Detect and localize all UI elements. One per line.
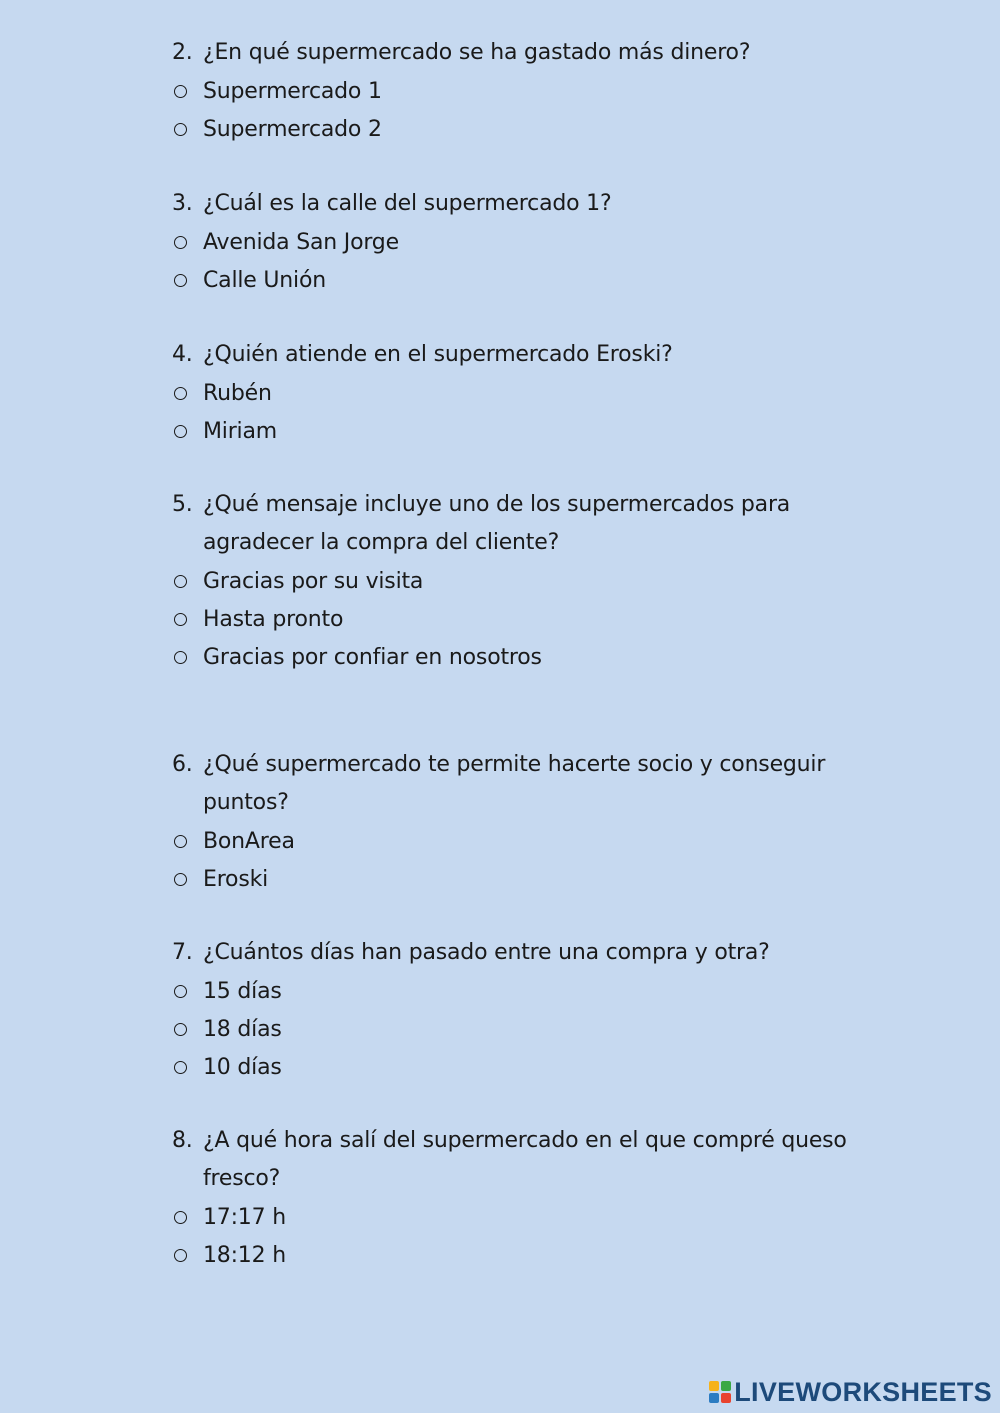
option-label: 10 días: [203, 1054, 282, 1080]
option-label: Gracias por su visita: [203, 568, 424, 594]
question-number: 2.: [172, 40, 193, 65]
question-3: [172, 185, 852, 299]
question-8: [172, 1122, 852, 1274]
question-number: 6.: [172, 752, 193, 777]
answer-option[interactable]: [172, 412, 852, 450]
option-label: Miriam: [203, 418, 277, 444]
option-label: 18 días: [203, 1016, 282, 1042]
answer-option[interactable]: [172, 1010, 852, 1048]
radio-circle-icon[interactable]: [174, 1249, 187, 1262]
radio-circle-icon[interactable]: [174, 1023, 187, 1036]
option-label: Gracias por confiar en nosotros: [203, 644, 542, 670]
answer-option[interactable]: [172, 638, 852, 676]
question-number: 3.: [172, 191, 193, 216]
liveworksheets-grid-icon: [709, 1381, 731, 1403]
logo-square: [721, 1381, 731, 1391]
radio-circle-icon[interactable]: [174, 1211, 187, 1224]
radio-circle-icon[interactable]: [174, 985, 187, 998]
answer-option[interactable]: [172, 822, 852, 860]
logo-square: [709, 1393, 719, 1403]
question-prompt: [172, 34, 852, 72]
logo-square: [721, 1393, 731, 1403]
radio-circle-icon[interactable]: [174, 613, 187, 626]
option-label: 15 días: [203, 978, 282, 1004]
question-text: ¿Qué supermercado te permite hacerte socio y conseguir puntos?: [203, 752, 826, 815]
radio-circle-icon[interactable]: [174, 873, 187, 886]
option-label: Avenida San Jorge: [203, 229, 399, 255]
option-label: Calle Unión: [203, 267, 326, 293]
question-prompt: [172, 336, 852, 374]
question-prompt: [172, 486, 852, 562]
logo-square: [709, 1381, 719, 1391]
answer-option[interactable]: [172, 261, 852, 299]
question-number: 5.: [172, 492, 193, 517]
radio-circle-icon[interactable]: [174, 1061, 187, 1074]
question-number: 7.: [172, 940, 193, 965]
option-label: 18:12 h: [203, 1242, 286, 1268]
option-label: Supermercado 2: [203, 116, 382, 142]
answer-option[interactable]: [172, 223, 852, 261]
answer-option[interactable]: [172, 562, 852, 600]
radio-circle-icon[interactable]: [174, 387, 187, 400]
question-text: ¿Qué mensaje incluye uno de los supermercados para agradecer la compra del cliente?: [203, 492, 791, 555]
question-prompt: [172, 746, 852, 822]
radio-circle-icon[interactable]: [174, 274, 187, 287]
answer-option[interactable]: [172, 374, 852, 412]
option-label: Rubén: [203, 380, 272, 406]
question-prompt: [172, 185, 852, 223]
answer-option[interactable]: [172, 972, 852, 1010]
radio-circle-icon[interactable]: [174, 425, 187, 438]
question-prompt: [172, 934, 852, 972]
question-text: ¿A qué hora salí del supermercado en el que compré queso fresco?: [203, 1128, 847, 1191]
answer-option[interactable]: [172, 1236, 852, 1274]
option-label: Eroski: [203, 866, 269, 892]
option-label: Supermercado 1: [203, 78, 382, 104]
answer-option[interactable]: [172, 1048, 852, 1086]
option-label: Hasta pronto: [203, 606, 344, 632]
question-5: [172, 486, 852, 676]
answer-option[interactable]: [172, 860, 852, 898]
question-number: 4.: [172, 342, 193, 367]
question-7: [172, 934, 852, 1086]
question-text: ¿Cuántos días han pasado entre una compra y otra?: [203, 940, 770, 965]
answer-option[interactable]: [172, 1198, 852, 1236]
question-text: ¿Quién atiende en el supermercado Eroski?: [203, 342, 673, 367]
option-label: BonArea: [203, 828, 295, 854]
radio-circle-icon[interactable]: [174, 835, 187, 848]
liveworksheets-logo[interactable]: [709, 1377, 992, 1407]
question-text: ¿Cuál es la calle del supermercado 1?: [203, 191, 612, 216]
answer-option[interactable]: [172, 72, 852, 110]
question-2: [172, 34, 852, 148]
answer-option[interactable]: [172, 110, 852, 148]
answer-option[interactable]: [172, 600, 852, 638]
logo-text: LIVEWORKSHEETS: [734, 1376, 992, 1407]
radio-circle-icon[interactable]: [174, 123, 187, 136]
question-text: ¿En qué supermercado se ha gastado más dinero?: [203, 40, 751, 65]
question-4: [172, 336, 852, 450]
radio-circle-icon[interactable]: [174, 651, 187, 664]
radio-circle-icon[interactable]: [174, 575, 187, 588]
radio-circle-icon[interactable]: [174, 85, 187, 98]
question-6: [172, 746, 852, 898]
question-number: 8.: [172, 1128, 193, 1153]
option-label: 17:17 h: [203, 1204, 286, 1230]
radio-circle-icon[interactable]: [174, 236, 187, 249]
question-prompt: [172, 1122, 852, 1198]
